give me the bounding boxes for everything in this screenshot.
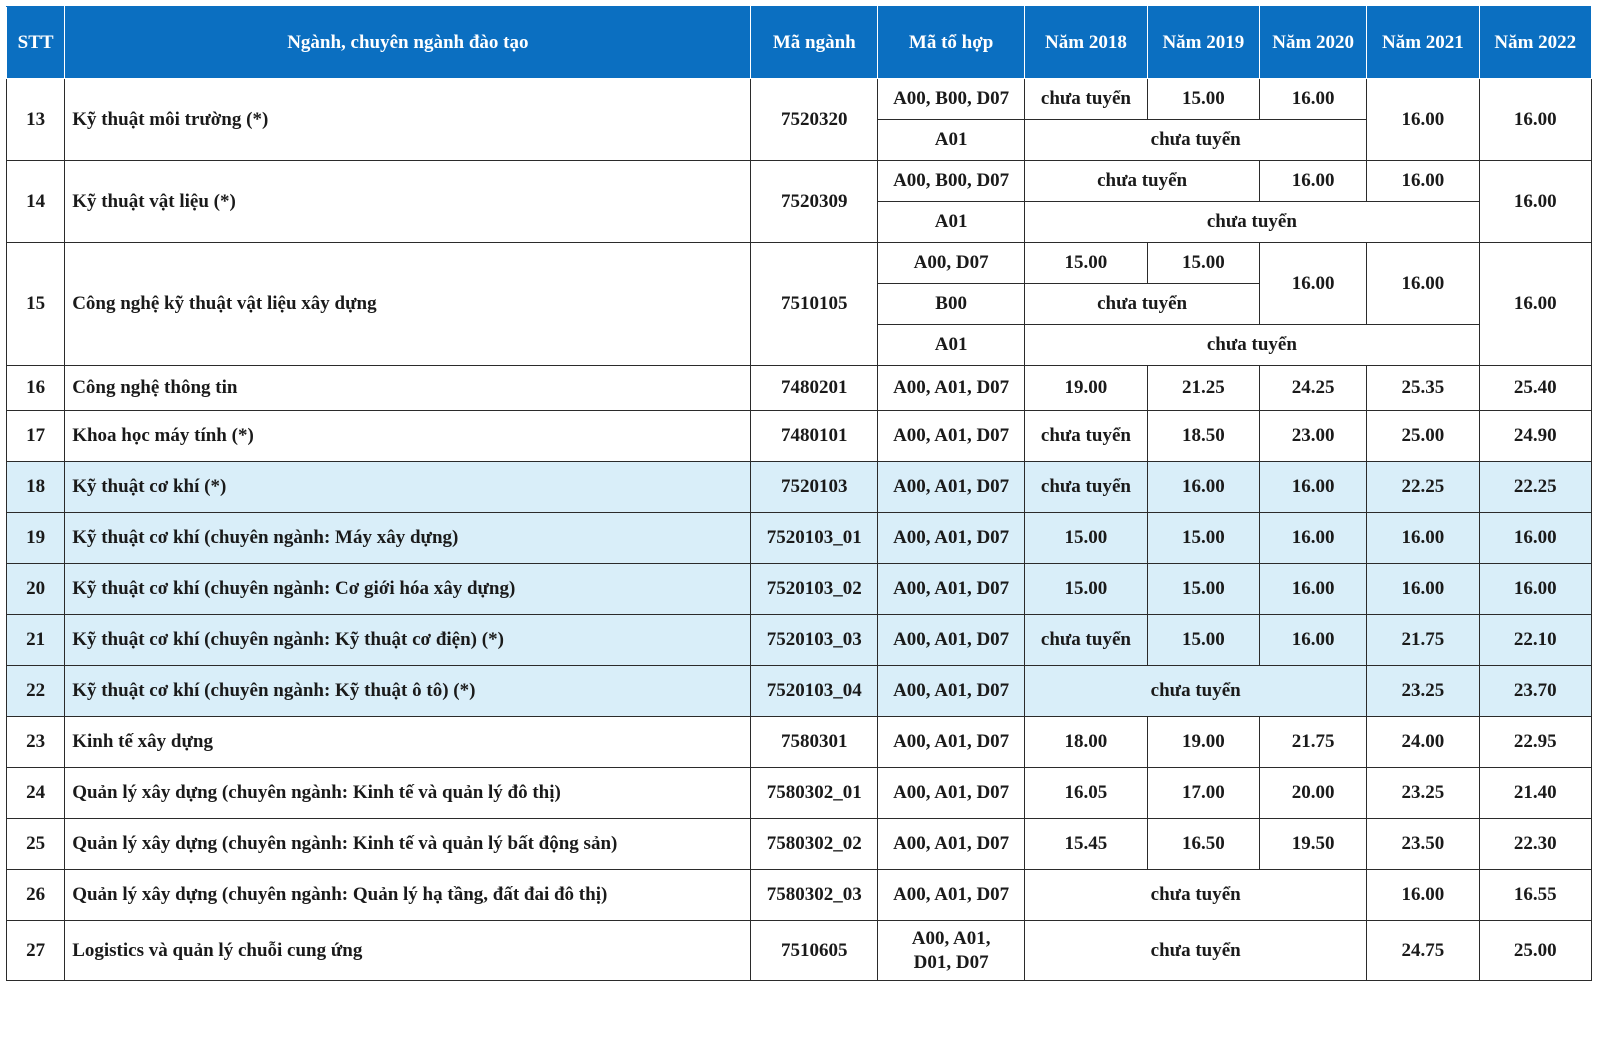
score-2018-cell: 15.00 (1025, 564, 1148, 615)
program-name-cell: Công nghệ kỹ thuật vật liệu xây dựng (65, 243, 751, 366)
merged-score-cell: chưa tuyển (1025, 284, 1260, 325)
score-2021-cell: 23.25 (1367, 768, 1479, 819)
stt-cell: 16 (7, 366, 65, 411)
combo-cell (878, 921, 1025, 981)
combo-cell: A00, A01, D07 (878, 870, 1025, 921)
table-row (7, 564, 1592, 615)
table-row (7, 366, 1592, 411)
combo-cell: A00, B00, D07 (878, 161, 1025, 202)
combo-cell: B00 (878, 284, 1025, 325)
table-row (7, 462, 1592, 513)
score-2022-cell: 16.55 (1479, 870, 1591, 921)
program-code-cell: 7580302_02 (751, 819, 878, 870)
score-2022-cell: 16.00 (1479, 243, 1591, 366)
table-row (7, 615, 1592, 666)
score-2019-cell: 15.00 (1147, 564, 1259, 615)
table-row (7, 768, 1592, 819)
combo-cell: A00, A01, D07 (878, 768, 1025, 819)
score-2018-cell: 16.05 (1025, 768, 1148, 819)
stt-cell: 18 (7, 462, 65, 513)
score-2019-cell: 16.00 (1147, 462, 1259, 513)
header-nam-2019: Năm 2019 (1147, 7, 1259, 79)
score-2018-cell: 19.00 (1025, 366, 1148, 411)
score-2019-cell: 21.25 (1147, 366, 1259, 411)
program-code-cell: 7520103_01 (751, 513, 878, 564)
score-2020-cell: 23.00 (1260, 411, 1367, 462)
program-name-cell: Quản lý xây dựng (chuyên ngành: Quản lý hạ tầng, đất đai đô thị) (65, 870, 751, 921)
score-2021-cell: 16.00 (1367, 564, 1479, 615)
combo-cell: A00, A01, D07 (878, 819, 1025, 870)
score-2021-cell: 21.75 (1367, 615, 1479, 666)
score-2022-cell: 23.70 (1479, 666, 1591, 717)
program-code-cell: 7510605 (751, 921, 878, 981)
combo-cell: A00, A01, D07 (878, 615, 1025, 666)
program-code-cell: 7580301 (751, 717, 878, 768)
combo-line-1: A00, A01, (911, 927, 991, 949)
score-2021-cell: 16.00 (1367, 870, 1479, 921)
score-2022-cell: 22.25 (1479, 462, 1591, 513)
score-2021-cell: 16.00 (1367, 243, 1479, 325)
stt-cell: 19 (7, 513, 65, 564)
score-2021-cell: 24.75 (1367, 921, 1479, 981)
merged-score-cell: chưa tuyển (1025, 202, 1479, 243)
score-2021-cell: 22.25 (1367, 462, 1479, 513)
score-2019-cell: 17.00 (1147, 768, 1259, 819)
header-ma-nganh: Mã ngành (751, 7, 878, 79)
program-code-cell: 7510105 (751, 243, 878, 366)
table-row (7, 79, 1592, 120)
score-2021-cell: 25.00 (1367, 411, 1479, 462)
header-stt: STT (7, 7, 65, 79)
score-2020-cell: 20.00 (1260, 768, 1367, 819)
score-2020-cell: 16.00 (1260, 79, 1367, 120)
score-2018-cell: chưa tuyển (1025, 462, 1148, 513)
score-2021-cell: 23.50 (1367, 819, 1479, 870)
combo-line-2: D01, D07 (913, 951, 989, 973)
score-2020-cell: 21.75 (1260, 717, 1367, 768)
table-row (7, 411, 1592, 462)
program-code-cell: 7520309 (751, 161, 878, 243)
header-ma-to-hop: Mã tổ hợp (878, 7, 1025, 79)
score-2019-cell: 16.50 (1147, 819, 1259, 870)
header-nam-2020: Năm 2020 (1260, 7, 1367, 79)
program-name-cell: Kỹ thuật cơ khí (chuyên ngành: Cơ giới hóa xây dựng) (65, 564, 751, 615)
stt-cell: 26 (7, 870, 65, 921)
stt-cell: 15 (7, 243, 65, 366)
combo-cell: A01 (878, 120, 1025, 161)
header-nganh: Ngành, chuyên ngành đào tạo (65, 7, 751, 79)
program-code-cell: 7520103_02 (751, 564, 878, 615)
score-2022-cell: 25.00 (1479, 921, 1591, 981)
score-2021-cell: 25.35 (1367, 366, 1479, 411)
score-2018-cell: chưa tuyển (1025, 79, 1148, 120)
table-row (7, 921, 1592, 981)
program-name-cell: Logistics và quản lý chuỗi cung ứng (65, 921, 751, 981)
score-2019-cell: 15.00 (1147, 615, 1259, 666)
merged-score-cell: chưa tuyển (1025, 921, 1367, 981)
header-nam-2021: Năm 2021 (1367, 7, 1479, 79)
merged-score-cell: chưa tuyển (1025, 870, 1367, 921)
score-2022-cell: 16.00 (1479, 79, 1591, 161)
score-2021-cell: 16.00 (1367, 79, 1479, 161)
score-2021-cell: 16.00 (1367, 161, 1479, 202)
score-2019-cell: 15.00 (1147, 79, 1259, 120)
program-code-cell: 7580302_03 (751, 870, 878, 921)
combo-cell: A00, A01, D07 (878, 462, 1025, 513)
score-2022-cell: 21.40 (1479, 768, 1591, 819)
header-row (7, 7, 1592, 79)
table-row (7, 243, 1592, 284)
score-2020-cell: 16.00 (1260, 243, 1367, 325)
program-name-cell: Công nghệ thông tin (65, 366, 751, 411)
score-2018-cell: 18.00 (1025, 717, 1148, 768)
stt-cell: 14 (7, 161, 65, 243)
program-code-cell: 7480201 (751, 366, 878, 411)
score-2020-cell: 19.50 (1260, 819, 1367, 870)
program-name-cell: Kỹ thuật cơ khí (chuyên ngành: Kỹ thuật cơ điện) (*) (65, 615, 751, 666)
program-code-cell: 7520103 (751, 462, 878, 513)
score-2021-cell: 23.25 (1367, 666, 1479, 717)
merged-score-cell: chưa tuyển (1025, 666, 1367, 717)
score-2022-cell: 16.00 (1479, 564, 1591, 615)
table-row (7, 161, 1592, 202)
program-code-cell: 7520320 (751, 79, 878, 161)
program-name-cell: Quản lý xây dựng (chuyên ngành: Kinh tế và quản lý bất động sản) (65, 819, 751, 870)
combo-cell: A01 (878, 325, 1025, 366)
score-2021-cell: 16.00 (1367, 513, 1479, 564)
program-name-cell: Kỹ thuật vật liệu (*) (65, 161, 751, 243)
score-2022-cell: 16.00 (1479, 161, 1591, 243)
combo-cell: A00, A01, D07 (878, 513, 1025, 564)
score-2019-cell: 15.00 (1147, 513, 1259, 564)
program-code-cell: 7520103_04 (751, 666, 878, 717)
admission-score-table (6, 6, 1592, 981)
combo-cell: A00, A01, D07 (878, 411, 1025, 462)
combo-cell: A00, A01, D07 (878, 717, 1025, 768)
score-2018-cell: 15.45 (1025, 819, 1148, 870)
stt-cell: 27 (7, 921, 65, 981)
score-2022-cell: 25.40 (1479, 366, 1591, 411)
score-2019-cell: 18.50 (1147, 411, 1259, 462)
score-2018-cell: 15.00 (1025, 513, 1148, 564)
table-row (7, 717, 1592, 768)
score-2022-cell: 22.10 (1479, 615, 1591, 666)
combo-cell: A01 (878, 202, 1025, 243)
stt-cell: 25 (7, 819, 65, 870)
header-nam-2018: Năm 2018 (1025, 7, 1148, 79)
admission-score-table-container (6, 6, 1592, 981)
score-2018-cell: 15.00 (1025, 243, 1148, 284)
stt-cell: 21 (7, 615, 65, 666)
stt-cell: 24 (7, 768, 65, 819)
merged-score-cell: chưa tuyển (1025, 120, 1367, 161)
score-2022-cell: 22.95 (1479, 717, 1591, 768)
program-name-cell: Khoa học máy tính (*) (65, 411, 751, 462)
stt-cell: 13 (7, 79, 65, 161)
program-name-cell: Quản lý xây dựng (chuyên ngành: Kinh tế và quản lý đô thị) (65, 768, 751, 819)
combo-cell: A00, A01, D07 (878, 366, 1025, 411)
score-2021-cell: 24.00 (1367, 717, 1479, 768)
table-row (7, 819, 1592, 870)
table-row (7, 870, 1592, 921)
program-name-cell: Kỹ thuật cơ khí (chuyên ngành: Kỹ thuật ô tô) (*) (65, 666, 751, 717)
stt-cell: 22 (7, 666, 65, 717)
program-name-cell: Kỹ thuật cơ khí (*) (65, 462, 751, 513)
stt-cell: 17 (7, 411, 65, 462)
score-2018-cell: chưa tuyển (1025, 615, 1148, 666)
score-2022-cell: 24.90 (1479, 411, 1591, 462)
score-2019-cell: 19.00 (1147, 717, 1259, 768)
score-2020-cell: 16.00 (1260, 615, 1367, 666)
stt-cell: 20 (7, 564, 65, 615)
score-2020-cell: 16.00 (1260, 564, 1367, 615)
combo-cell: A00, A01, D07 (878, 666, 1025, 717)
score-2020-cell: 24.25 (1260, 366, 1367, 411)
table-row (7, 513, 1592, 564)
score-2020-cell: 16.00 (1260, 462, 1367, 513)
combo-cell: A00, B00, D07 (878, 79, 1025, 120)
program-name-cell: Kỹ thuật môi trường (*) (65, 79, 751, 161)
program-name-cell: Kinh tế xây dựng (65, 717, 751, 768)
combo-cell: A00, A01, D07 (878, 564, 1025, 615)
merged-score-cell: chưa tuyển (1025, 161, 1260, 202)
score-2020-cell: 16.00 (1260, 161, 1367, 202)
program-code-cell: 7520103_03 (751, 615, 878, 666)
score-2018-cell: chưa tuyển (1025, 411, 1148, 462)
score-2022-cell: 22.30 (1479, 819, 1591, 870)
merged-score-cell: chưa tuyển (1025, 325, 1479, 366)
combo-cell: A00, D07 (878, 243, 1025, 284)
header-nam-2022: Năm 2022 (1479, 7, 1591, 79)
stt-cell: 23 (7, 717, 65, 768)
table-row (7, 666, 1592, 717)
score-2022-cell: 16.00 (1479, 513, 1591, 564)
score-2019-cell: 15.00 (1147, 243, 1259, 284)
program-code-cell: 7480101 (751, 411, 878, 462)
score-2020-cell: 16.00 (1260, 513, 1367, 564)
program-name-cell: Kỹ thuật cơ khí (chuyên ngành: Máy xây dựng) (65, 513, 751, 564)
program-code-cell: 7580302_01 (751, 768, 878, 819)
